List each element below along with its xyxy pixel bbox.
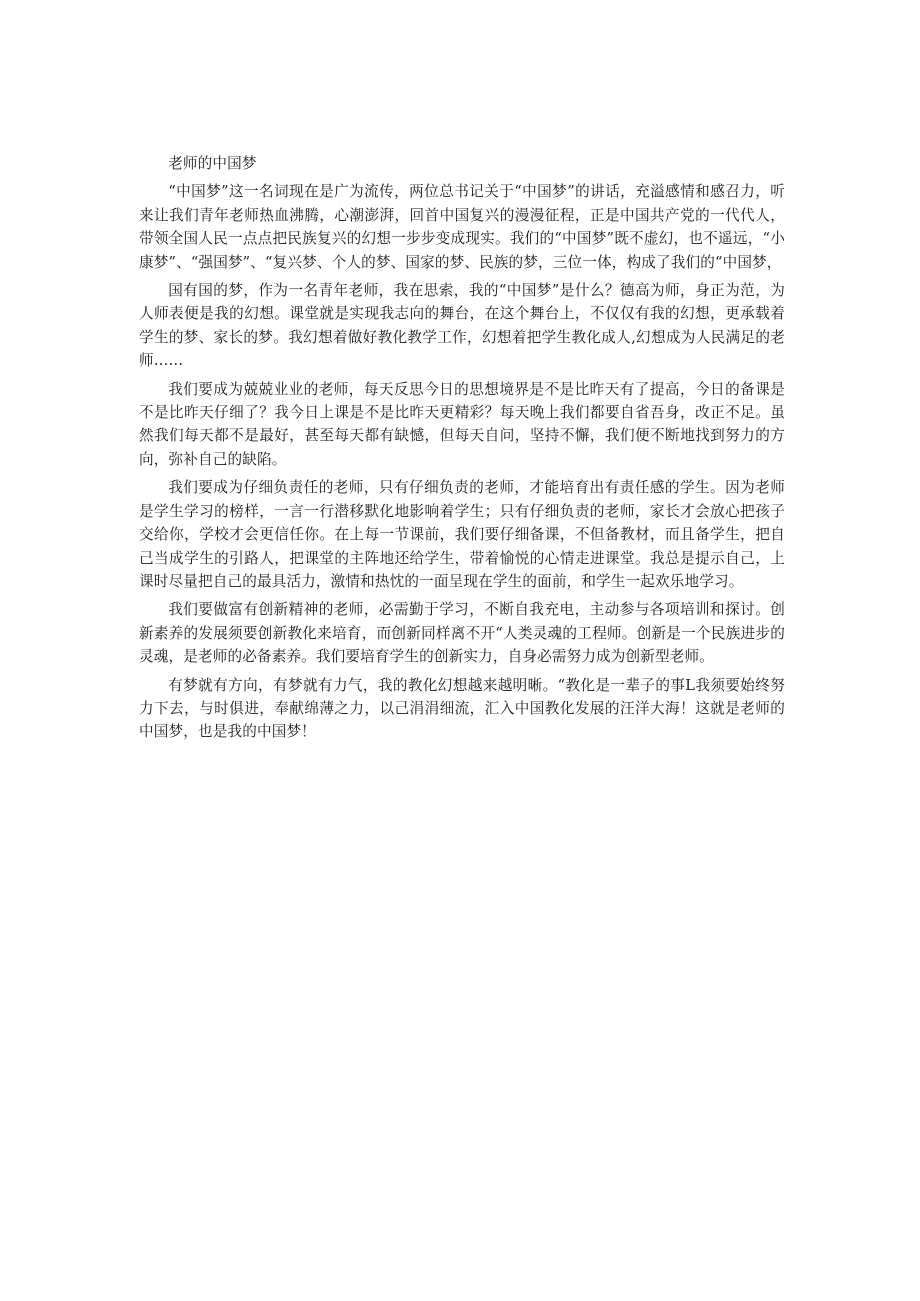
paragraph-2: 国有国的梦，作为一名青年老师，我在思索，我的“中国梦”是什么？德高为师，身正为范，为人师表便是我的幻想。课堂就是实现我志向的舞台，在这个舞台上，不仅仅有我的幻想，更承载着学生的梦、家长的梦。我幻想着做好教化教学工作，幻想着把学生教化成人,幻想成为人民满足的老师……	[139, 282, 785, 370]
paragraph-6: 有梦就有方向，有梦就有力气，我的教化幻想越来越明晰。“教化是一辈子的事L我须要始终努力下去，与时俱进，奉献绵薄之力，以己涓涓细流，汇入中国教化发展的汪洋大海！这就是老师的中国梦，也是我的中国梦！	[139, 676, 785, 741]
paragraph-1: “中国梦”这一名词现在是广为流传，两位总书记关于“中国梦”的讲话，充溢感情和感召力，听来让我们青年老师热血沸腾，心潮澎湃，回首中国复兴的漫漫征程，正是中国共产党的一代代人，带领全国人民一点点把民族复兴的幻想一步步变成现实。我们的“中国梦”既不虚幻，也不遥远，“小康梦”、“强国梦”、“复兴梦、个人的梦、国家的梦、民族的梦，三位一体，构成了我们的“中国梦，	[139, 183, 785, 271]
document-body	[139, 152, 785, 749]
paragraph-3: 我们要成为兢兢业业的老师，每天反思今日的思想境界是不是比昨天有了提高，今日的备课是不是比昨天仔细了？我今日上课是不是比昨天更精彩？每天晚上我们都要自省吾身，改正不足。虽然我们每天都不是最好，甚至每天都有缺憾，但每天自问，坚持不懈，我们便不断地找到努力的方向，弥补自己的缺陷。	[139, 380, 785, 468]
document-title: 老师的中国梦	[168, 155, 257, 172]
paragraph-4: 我们要成为仔细负责任的老师，只有仔细负责的老师，才能培育出有责任感的学生。因为老师是学生学习的榜样，一言一行潜移默化地影响着学生；只有仔细负责的老师，家长才会放心把孩子交给你，学校才会更信任你。在上每一节课前，我们要仔细备课，不但备教材，而且备学生，把自己当成学生的引路人，把课堂的主阵地还给学生，带着愉悦的心情走进课堂。我总是提示自己，上课时尽量把自己的最具活力，激情和热忱的一面呈现在学生的面前，和学生一起欢乐地学习。	[139, 479, 785, 590]
paragraph-5: 我们要做富有创新精神的老师，必需勤于学习，不断自我充电，主动参与各项培训和探讨。创新素养的发展须要创新教化来培育，而创新同样离不开“人类灵魂的工程师。创新是一个民族进步的灵魂，是老师的必备素养。我们要培育学生的创新实力，自身必需努力成为创新型老师。	[139, 601, 785, 666]
